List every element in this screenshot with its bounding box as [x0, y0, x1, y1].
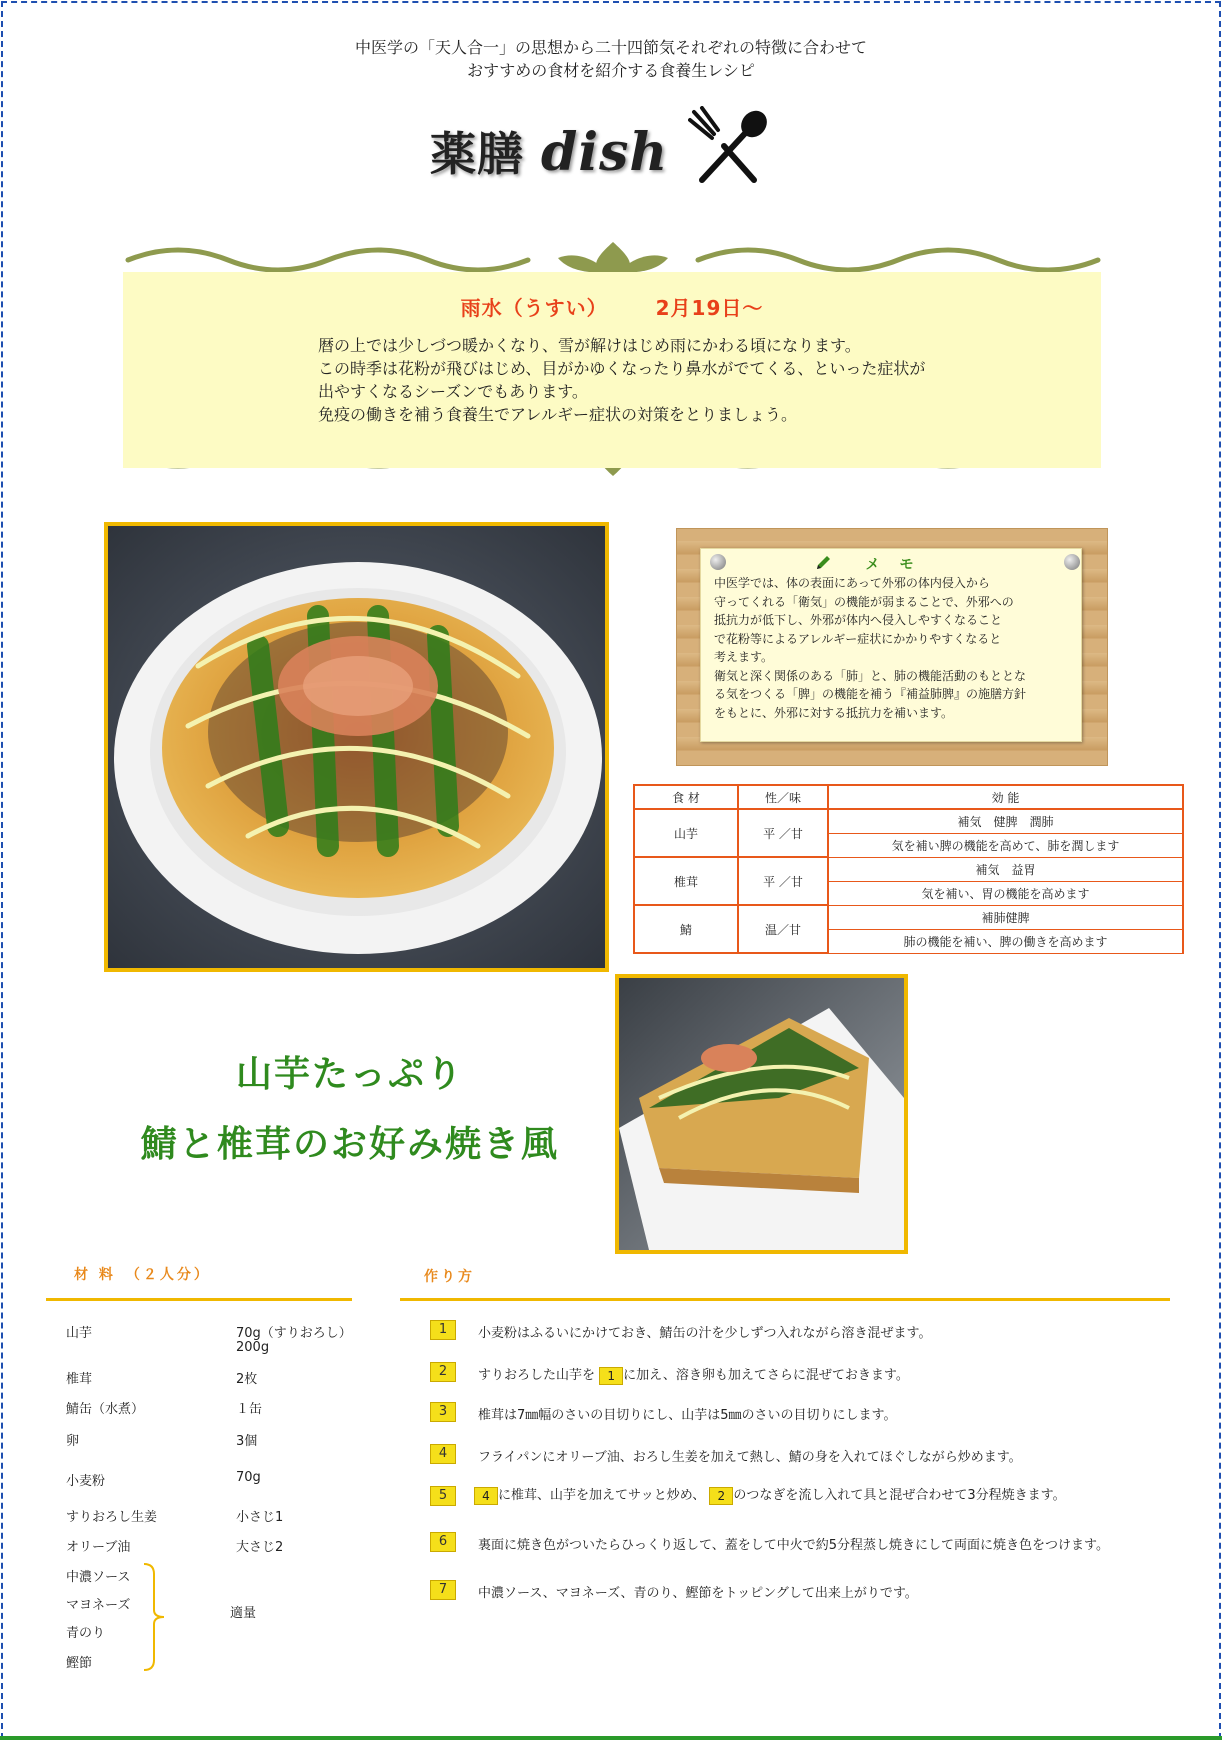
season-heading: [123, 292, 1101, 321]
ingredients-rule: [46, 1298, 352, 1301]
step-number: 3: [430, 1402, 456, 1422]
step-number: 2: [430, 1362, 456, 1382]
step-number: 1: [430, 1320, 456, 1340]
step-text: 小麦粉はふるいにかけておき、鯖缶の汁を少しずつ入れながら溶き混ぜます。: [478, 1326, 932, 1341]
step-text: フライパンにオリーブ油、おろし生姜を加えて熱し、鯖の身を入れてほぐしながら炒めます。: [478, 1450, 1022, 1465]
memo-title: メ モ: [865, 557, 917, 573]
step-ref: 1: [599, 1367, 623, 1385]
table-row: 椎茸 平 ／甘 補気 益胃: [634, 857, 1183, 881]
bracket-icon: [140, 1562, 170, 1672]
page-title: [430, 118, 668, 184]
page-bottom-rule: [0, 1736, 1222, 1740]
step-ref: 4: [474, 1487, 498, 1505]
dish-photo-slice: [615, 974, 908, 1254]
table-row: 鯖 温／甘 補肺健脾: [634, 905, 1183, 929]
step-number: 7: [430, 1580, 456, 1600]
step-text: すりおろした山芋を 1 に加え、溶き卵も加えてさらに混ぜておきます。: [478, 1368, 909, 1383]
step-number: 4: [430, 1444, 456, 1464]
title-en: dish: [541, 122, 669, 183]
step-text: 裏面に焼き色がついたらひっくり返して、蓋をして中火で約5分程蒸し焼きにして両面に焼き色をつけます。: [478, 1538, 1109, 1553]
dish-name: 山芋たっぷり 鯖と椎茸のお好み焼き風: [140, 1054, 559, 1165]
step-text: 椎茸は7㎜幅のさいの目切りにし、山芋は5㎜のさいの目切りにします。: [478, 1408, 897, 1423]
step-number: 6: [430, 1532, 456, 1552]
method-rule: [400, 1298, 1170, 1301]
dish-photo-whole: [104, 522, 609, 972]
step-ref: 2: [709, 1487, 733, 1505]
ingredients-label: 材 料 （２人分）: [74, 1267, 211, 1283]
title-jp: 薬膳: [430, 127, 524, 181]
step-text: 4 に椎茸、山芋を加えてサッと炒め、 2 のつなぎを流し入れて具と混ぜ合わせて3分程焼きます。: [474, 1484, 1066, 1505]
intro-text: 中医学の「天人合一」の思想から二十四節気それぞれの特徴に合わせて おすすめの食材を紹介する食養生レシピ: [354, 38, 867, 80]
fork-spoon-icon: [688, 106, 768, 188]
season-date: 2月19日～: [655, 296, 764, 320]
memo-text: 中医学では、体の表面にあって外邪の体内侵入から 守ってくれる「衛気」の機能が弱まることで、外邪への 抵抗力が低下し、外邪が体内へ侵入しやすくなること で花粉等によるアレルギー症状にかかりやすくなると 考えます。 衛気と深く関係のある「肺」と、肺の機能活動のもととな る気をつくる「脾」の機能を補う『補益肺脾』の施膳方針 をもとに、外邪に対する抵抗力を補います。: [714, 576, 1027, 720]
season-name: 雨水（うすい）: [460, 296, 608, 320]
table-row: 山芋 平 ／甘 補気 健脾 潤肺: [634, 809, 1183, 833]
season-description: 暦の上では少しづつ暖かくなり、雪が解けはじめ雨にかわる頃になります。 この時季は花粉が飛びはじめ、目がかゆくなったり鼻水がでてくる、といった症状が 出やすくなるシーズンでもあります。 免疫の働きを補う食養生でアレルギー症状の対策をとりましょう。: [318, 336, 926, 424]
method-label: 作り方: [424, 1269, 475, 1285]
step-text: 中濃ソース、マヨネーズ、青のり、鰹節をトッピングして出来上がりです。: [478, 1586, 918, 1601]
effects-table: 食 材 性／味 効 能 山芋 平 ／甘 補気 健脾 潤肺 気を補い脾の機能を高めて、肺を潤します 椎茸 平 ／甘 補気 益胃 気を補い、胃の機能を高めます 鯖 温／甘 補肺健脾 肺の機能を補い、脾の働きを高めます: [633, 784, 1184, 954]
table-header-row: 食 材 性／味 効 能: [634, 785, 1183, 809]
step-number: 5: [430, 1486, 456, 1506]
